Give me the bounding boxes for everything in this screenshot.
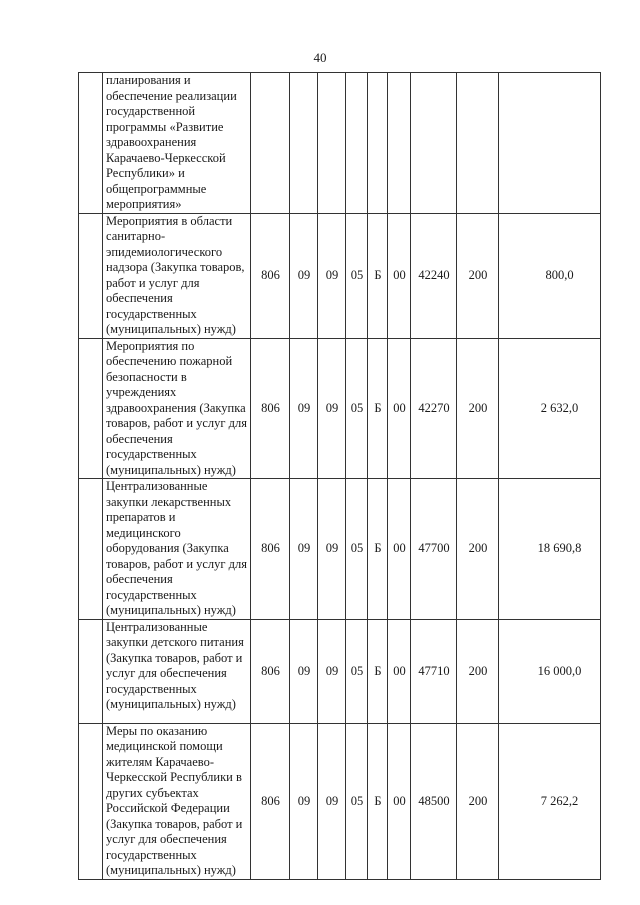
expense-type-cell: 200: [457, 338, 499, 479]
main-event-code-cell: 00: [388, 213, 411, 338]
subprogram-code-cell: Б: [368, 619, 388, 723]
amount-cell: 2 632,0: [499, 338, 601, 479]
section-code-cell: 09: [290, 723, 318, 879]
program-code-cell: 05: [346, 479, 368, 620]
direction-code-cell: 42240: [411, 213, 457, 338]
row-index-cell: [79, 338, 103, 479]
main-event-code-cell: 00: [388, 619, 411, 723]
subsection-code-cell: 09: [318, 213, 346, 338]
program-code-cell: 05: [346, 619, 368, 723]
description-cell: Мероприятия по обеспечению пожарной безопасности в учреждениях здравоохранения (Закупка товаров, работ и услуг для обеспечения государственных (муниципальных) нужд): [103, 338, 251, 479]
section-code-cell: 09: [290, 213, 318, 338]
ministry-code-cell: 806: [251, 619, 290, 723]
direction-code-cell: 48500: [411, 723, 457, 879]
table-row: [79, 619, 601, 723]
expense-type-cell: [457, 73, 499, 214]
row-index-cell: [79, 73, 103, 214]
subprogram-code-cell: Б: [368, 479, 388, 620]
section-code-cell: 09: [290, 619, 318, 723]
subprogram-code-cell: Б: [368, 213, 388, 338]
subprogram-code-cell: Б: [368, 723, 388, 879]
page-number: 40: [313, 50, 327, 65]
amount-cell: 7 262,2: [499, 723, 601, 879]
ministry-code-cell: 806: [251, 479, 290, 620]
direction-code-cell: 42270: [411, 338, 457, 479]
subsection-code-cell: [318, 73, 346, 214]
amount-cell: 18 690,8: [499, 479, 601, 620]
expense-type-cell: 200: [457, 619, 499, 723]
table-row: [79, 213, 601, 338]
direction-code-cell: [411, 73, 457, 214]
description-cell: Централизованные закупки детского питания (Закупка товаров, работ и услуг для обеспечения государственных (муниципальных) нужд): [103, 619, 251, 723]
main-event-code-cell: 00: [388, 338, 411, 479]
row-index-cell: [79, 213, 103, 338]
ministry-code-cell: 806: [251, 213, 290, 338]
expense-type-cell: 200: [457, 479, 499, 620]
table-row: [79, 338, 601, 479]
main-event-code-cell: 00: [388, 479, 411, 620]
ministry-code-cell: 806: [251, 723, 290, 879]
amount-cell: 16 000,0: [499, 619, 601, 723]
table-row: [79, 73, 601, 214]
section-code-cell: 09: [290, 479, 318, 620]
row-index-cell: [79, 723, 103, 879]
subsection-code-cell: 09: [318, 338, 346, 479]
section-code-cell: 09: [290, 338, 318, 479]
section-code-cell: [290, 73, 318, 214]
program-code-cell: [346, 73, 368, 214]
subsection-code-cell: 09: [318, 479, 346, 620]
main-event-code-cell: [388, 73, 411, 214]
amount-cell: 800,0: [499, 213, 601, 338]
description-cell: Централизованные закупки лекарственных препаратов и медицинского оборудования (Закупка товаров, работ и услуг для обеспечения государственных (муниципальных) нужд): [103, 479, 251, 620]
description-cell: Мероприятия в области санитарно-эпидемиологического надзора (Закупка товаров, работ и услуг для обеспечения государственных (муниципальных) нужд): [103, 213, 251, 338]
subprogram-code-cell: [368, 73, 388, 214]
row-index-cell: [79, 619, 103, 723]
ministry-code-cell: 806: [251, 338, 290, 479]
program-code-cell: 05: [346, 723, 368, 879]
program-code-cell: 05: [346, 213, 368, 338]
budget-table: [78, 72, 601, 880]
expense-type-cell: 200: [457, 213, 499, 338]
direction-code-cell: 47700: [411, 479, 457, 620]
table-row: [79, 479, 601, 620]
description-cell: Меры по оказанию медицинской помощи жителям Карачаево-Черкесской Республики в других субъектах Российской Федерации (Закупка товаров, работ и услуг для обеспечения государственных (муниципальных) нужд): [103, 723, 251, 879]
main-event-code-cell: 00: [388, 723, 411, 879]
program-code-cell: 05: [346, 338, 368, 479]
subsection-code-cell: 09: [318, 619, 346, 723]
description-cell: планирования и обеспечение реализации государственной программы «Развитие здравоохранения Карачаево-Черкесской Республики» и общепрограммные мероприятия»: [103, 73, 251, 214]
direction-code-cell: 47710: [411, 619, 457, 723]
subprogram-code-cell: Б: [368, 338, 388, 479]
expense-type-cell: 200: [457, 723, 499, 879]
subsection-code-cell: 09: [318, 723, 346, 879]
ministry-code-cell: [251, 73, 290, 214]
amount-cell: [499, 73, 601, 214]
row-index-cell: [79, 479, 103, 620]
table-row: [79, 723, 601, 879]
